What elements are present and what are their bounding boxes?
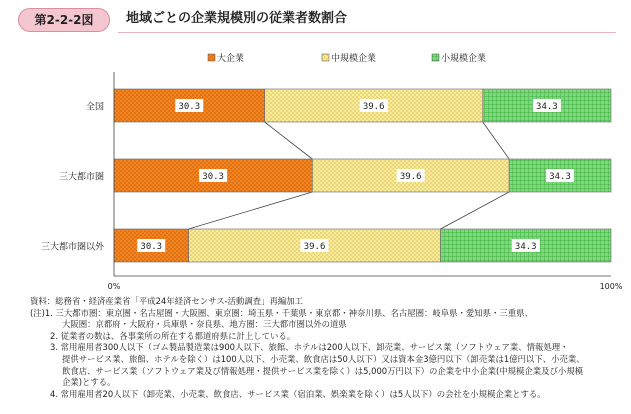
- data-label: 30.3: [202, 172, 224, 182]
- connector-line: [265, 122, 313, 159]
- data-label: 34.3: [514, 242, 537, 252]
- legend-swatch: [322, 54, 329, 61]
- category-label: 全国: [85, 102, 104, 113]
- data-label: 30.3: [140, 242, 163, 252]
- data-label: 39.6: [303, 242, 326, 252]
- note-line: 大阪圏：京都府・大阪府・兵庫県・奈良県、地方圏：三大都市圏以外の道県: [62, 319, 347, 330]
- category-label: 三大都市圏以外: [40, 242, 104, 253]
- source-note: 資料：総務省・経済産業省「平成24年経済センサス-活動調査」再編加工: [30, 296, 303, 306]
- category-label: 三大都市圏: [58, 172, 104, 183]
- note-line: (注)1. 三大都市圏：東京圏・名古屋圏・大阪圏、東京圏：埼玉県・千葉県・東京都・神奈川県、名古屋圏：岐阜県・愛知県・三重県、: [30, 307, 533, 318]
- note-line: 2. 従業者の数は、各事業所の所在する都道府県に計上している。: [50, 330, 296, 341]
- legend-label: 小規模企業: [441, 54, 487, 64]
- connector-line: [189, 192, 313, 229]
- connector-line: [441, 192, 510, 229]
- legend-label: 大企業: [217, 54, 245, 64]
- note-line: 3. 常用雇用者300人以下（ゴム製品製造業は900人以下、旅館、ホテルは200人以下、卸売業、サービス業（ソフトウェア業、情報処理・: [50, 342, 569, 353]
- bars-group: [114, 89, 611, 262]
- chart-notes: [30, 296, 625, 400]
- x-tick-label: 100%: [599, 282, 623, 291]
- figure-title: 地域ごとの企業規模別の従業者数割合: [126, 11, 348, 26]
- data-label: 39.6: [362, 102, 385, 112]
- chart-legend: [208, 52, 486, 64]
- data-label: 39.6: [399, 172, 422, 182]
- x-tick-label: 0%: [107, 282, 121, 291]
- legend-swatch: [432, 54, 439, 61]
- legend-swatch: [208, 54, 215, 61]
- note-line: 提供サービス業、旅館、ホテルを除く）は100人以下、小売業、飲食店は50人以下）又は資本金3億円以下（卸売業は1億円以下、小売業、: [62, 353, 585, 364]
- title-underline: [118, 32, 616, 33]
- note-line: 4. 常用雇用者20人以下（卸売業、小売業、飲食店、サービス業（宿泊業、娯楽業を除く）は5人以下）の会社を小規模企業とする。: [50, 388, 546, 399]
- connector-line: [483, 122, 509, 159]
- note-line: 飲食店、サービス業（ソフトウェア業及び情報処理・提供サービス業を除く）は5,000万円以下）の企業を中小企業(中規模企業及び小規模: [62, 365, 584, 376]
- data-label: 34.3: [536, 102, 558, 112]
- note-line: 企業)とする。: [62, 377, 116, 388]
- data-label: 34.3: [549, 172, 571, 182]
- stacked-bar-chart: [0, 40, 631, 296]
- data-label: 30.3: [178, 102, 201, 112]
- figure-number-badge: 第2-2-2図: [18, 8, 110, 32]
- legend-label: 中規模企業: [331, 54, 377, 64]
